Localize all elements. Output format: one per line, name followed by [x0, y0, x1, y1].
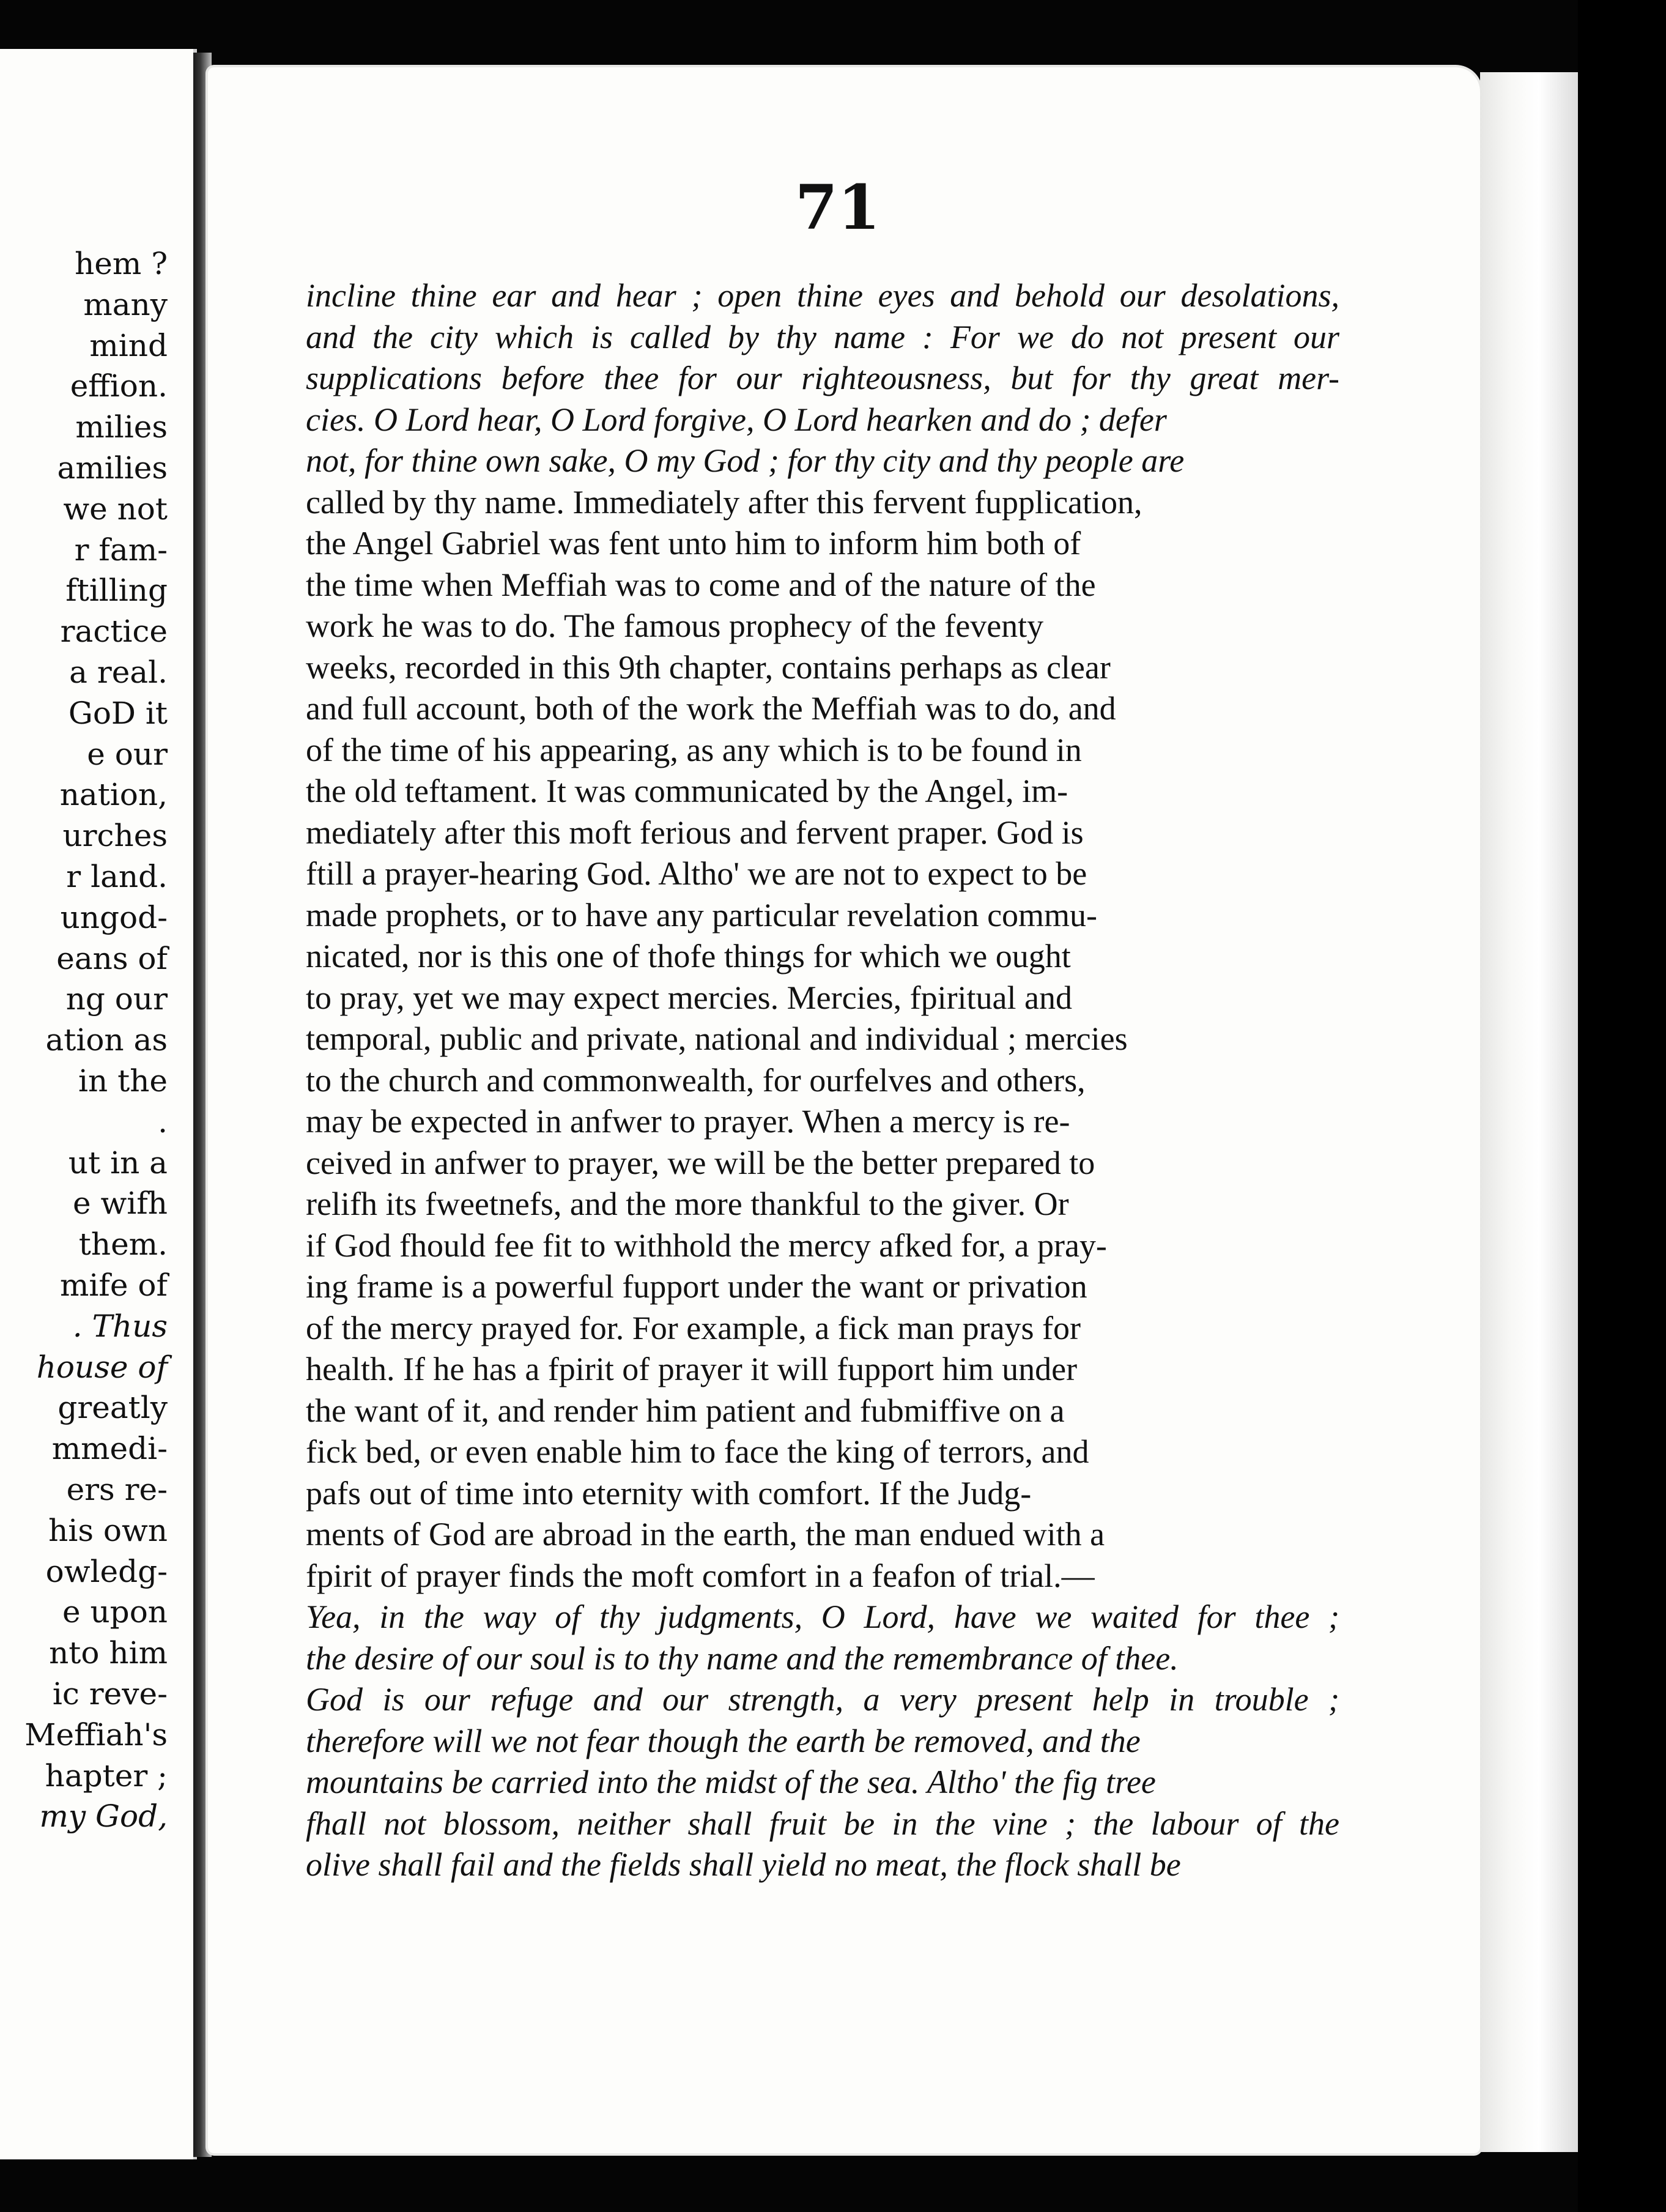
left-page-line: eans of — [56, 940, 168, 976]
left-page-line: ungod- — [60, 899, 168, 935]
left-page-line: amilies — [57, 450, 168, 486]
text-line: made prophets, or to have any particular revelation commu- — [306, 896, 1098, 933]
text-line: nicated, nor is this one of thofe things for which we ought — [306, 938, 1071, 974]
text-line: fhall not blossom, neither shall fruit be in the vine ; the labour of the — [306, 1805, 1339, 1842]
text-line: the Angel Gabriel was fent unto him to inform him both of — [306, 525, 1081, 562]
text-line: fick bed, or even enable him to face the king of terrors, and — [306, 1433, 1089, 1470]
text-line: ing frame is a powerful fupport under the want or privation — [306, 1268, 1087, 1305]
text-line: the want of it, and render him patient and fubmiffive on a — [306, 1392, 1065, 1429]
text-line: therefore will we not fear though the earth be removed, and the — [306, 1722, 1141, 1759]
text-line: cies. O Lord hear, O Lord forgive, O Lord hearken and do ; defer — [306, 401, 1167, 438]
left-page-line: GoD it — [68, 695, 168, 731]
text-line: work he was to do. The famous prophecy of the feventy — [306, 607, 1044, 644]
left-page-line: . Thus — [72, 1308, 168, 1344]
left-page-line: house of — [36, 1349, 168, 1385]
text-line: incline thine ear and hear ; open thine eyes and behold our desolations, — [306, 277, 1339, 314]
text-line: ceived in anfwer to prayer, we will be the better prepared to — [306, 1144, 1095, 1181]
text-line: the old teftament. It was communicated by the Angel, im- — [306, 773, 1068, 809]
left-page-line: ng our — [65, 981, 168, 1017]
text-line: may be expected in anfwer to prayer. When a mercy is re- — [306, 1103, 1070, 1140]
left-page-line: hapter ; — [45, 1757, 168, 1794]
text-line: fpirit of prayer finds the moft comfort in a feafon of trial.— — [306, 1557, 1095, 1594]
left-page-line: effion. — [70, 368, 168, 404]
left-page-line: e wifh — [73, 1186, 168, 1222]
body-text — [306, 275, 1339, 1886]
left-page-line: in the — [78, 1063, 168, 1099]
left-page-line: milies — [75, 409, 168, 445]
text-line: temporal, public and private, national and individual ; mercies — [306, 1020, 1128, 1057]
left-page-line: them. — [78, 1227, 168, 1263]
left-page-line: mife of — [59, 1267, 168, 1303]
text-line: pafs out of time into eternity with comfort. If the Judg- — [306, 1474, 1032, 1512]
text-line: called by thy name. Immediately after this fervent fupplication, — [306, 483, 1142, 521]
left-page-line: hem ? — [75, 246, 168, 281]
left-page-line: ation as — [45, 1022, 168, 1058]
text-line: relifh its fweetnefs, and the more thankful to the giver. Or — [306, 1186, 1069, 1222]
text-line: Yea, in the way of thy judgments, O Lord, have we waited for thee ; — [306, 1598, 1339, 1635]
text-line: mountains be carried into the midst of the sea. Altho' the fig tree — [306, 1764, 1156, 1800]
left-page-line: nto him — [49, 1635, 168, 1671]
left-page-line: his own — [48, 1512, 168, 1548]
left-page-line: . — [158, 1104, 168, 1140]
page-edges — [1480, 72, 1578, 2152]
scan-border — [1578, 0, 1666, 2212]
left-page-line: r fam- — [74, 532, 168, 568]
left-page-line: e our — [87, 736, 168, 772]
text-line: to pray, yet we may expect mercies. Mercies, fpiritual and — [306, 979, 1072, 1016]
left-page-line: mmedi- — [51, 1431, 168, 1467]
text-line: supplications before thee for our righteousness, but for thy great mer- — [306, 360, 1339, 396]
text-line: weeks, recorded in this 9th chapter, contains perhaps as clear — [306, 648, 1111, 686]
left-page-line: ractice — [60, 614, 168, 650]
text-line: to the church and commonwealth, for ourfelves and others, — [306, 1061, 1086, 1099]
text-line: of the time of his appearing, as any which is to be found in — [306, 731, 1082, 768]
text-line: and the city which is called by thy name : For we do not present our — [306, 318, 1339, 355]
left-page-line: we not — [63, 491, 168, 527]
text-line: ments of God are abroad in the earth, the man endued with a — [306, 1516, 1105, 1553]
left-page-line: owledg- — [45, 1553, 168, 1589]
page-number: 71 — [795, 171, 881, 243]
text-line: God is our refuge and our strength, a very present help in trouble ; — [306, 1681, 1339, 1718]
previous-page-fragment — [0, 49, 197, 2159]
text-line: health. If he has a fpirit of prayer it will fupport him under — [306, 1351, 1078, 1387]
text-line: the time when Meffiah was to come and of the nature of the — [306, 566, 1096, 603]
text-line: and full account, both of the work the Meffiah was to do, and — [306, 690, 1116, 727]
text-line: olive shall fail and the fields shall yield no meat, the flock shall be — [306, 1846, 1181, 1883]
text-line: of the mercy prayed for. For example, a fick man prays for — [306, 1309, 1081, 1346]
left-page-line: many — [83, 286, 168, 322]
left-page-line: ic reve- — [52, 1676, 168, 1712]
left-page-line: ut in a — [68, 1145, 168, 1181]
left-page-line: nation, — [59, 777, 168, 813]
left-page-line: Meffiah's — [24, 1717, 168, 1753]
left-page-line: ftilling — [65, 573, 168, 609]
text-line: if God fhould fee fit to withhold the mercy afked for, a pray- — [306, 1227, 1107, 1264]
left-page-line: urches — [62, 818, 168, 854]
left-page-line: r land. — [66, 859, 168, 894]
left-page-line: a real. — [69, 655, 168, 690]
left-page-line: mind — [89, 327, 168, 363]
left-page-line: e upon — [62, 1594, 168, 1630]
left-page-line: ers re- — [66, 1472, 168, 1507]
text-line: not, for thine own sake, O my God ; for thy city and thy people are — [306, 442, 1185, 479]
text-line: ftill a prayer-hearing God. Altho' we are not to expect to be — [306, 855, 1087, 892]
left-page-line: greatly — [57, 1390, 168, 1426]
left-page-line: my God, — [39, 1798, 168, 1835]
text-line: the desire of our soul is to thy name and the remembrance of thee. — [306, 1639, 1179, 1677]
text-line: mediately after this moft ferious and fervent praper. God is — [306, 814, 1084, 851]
